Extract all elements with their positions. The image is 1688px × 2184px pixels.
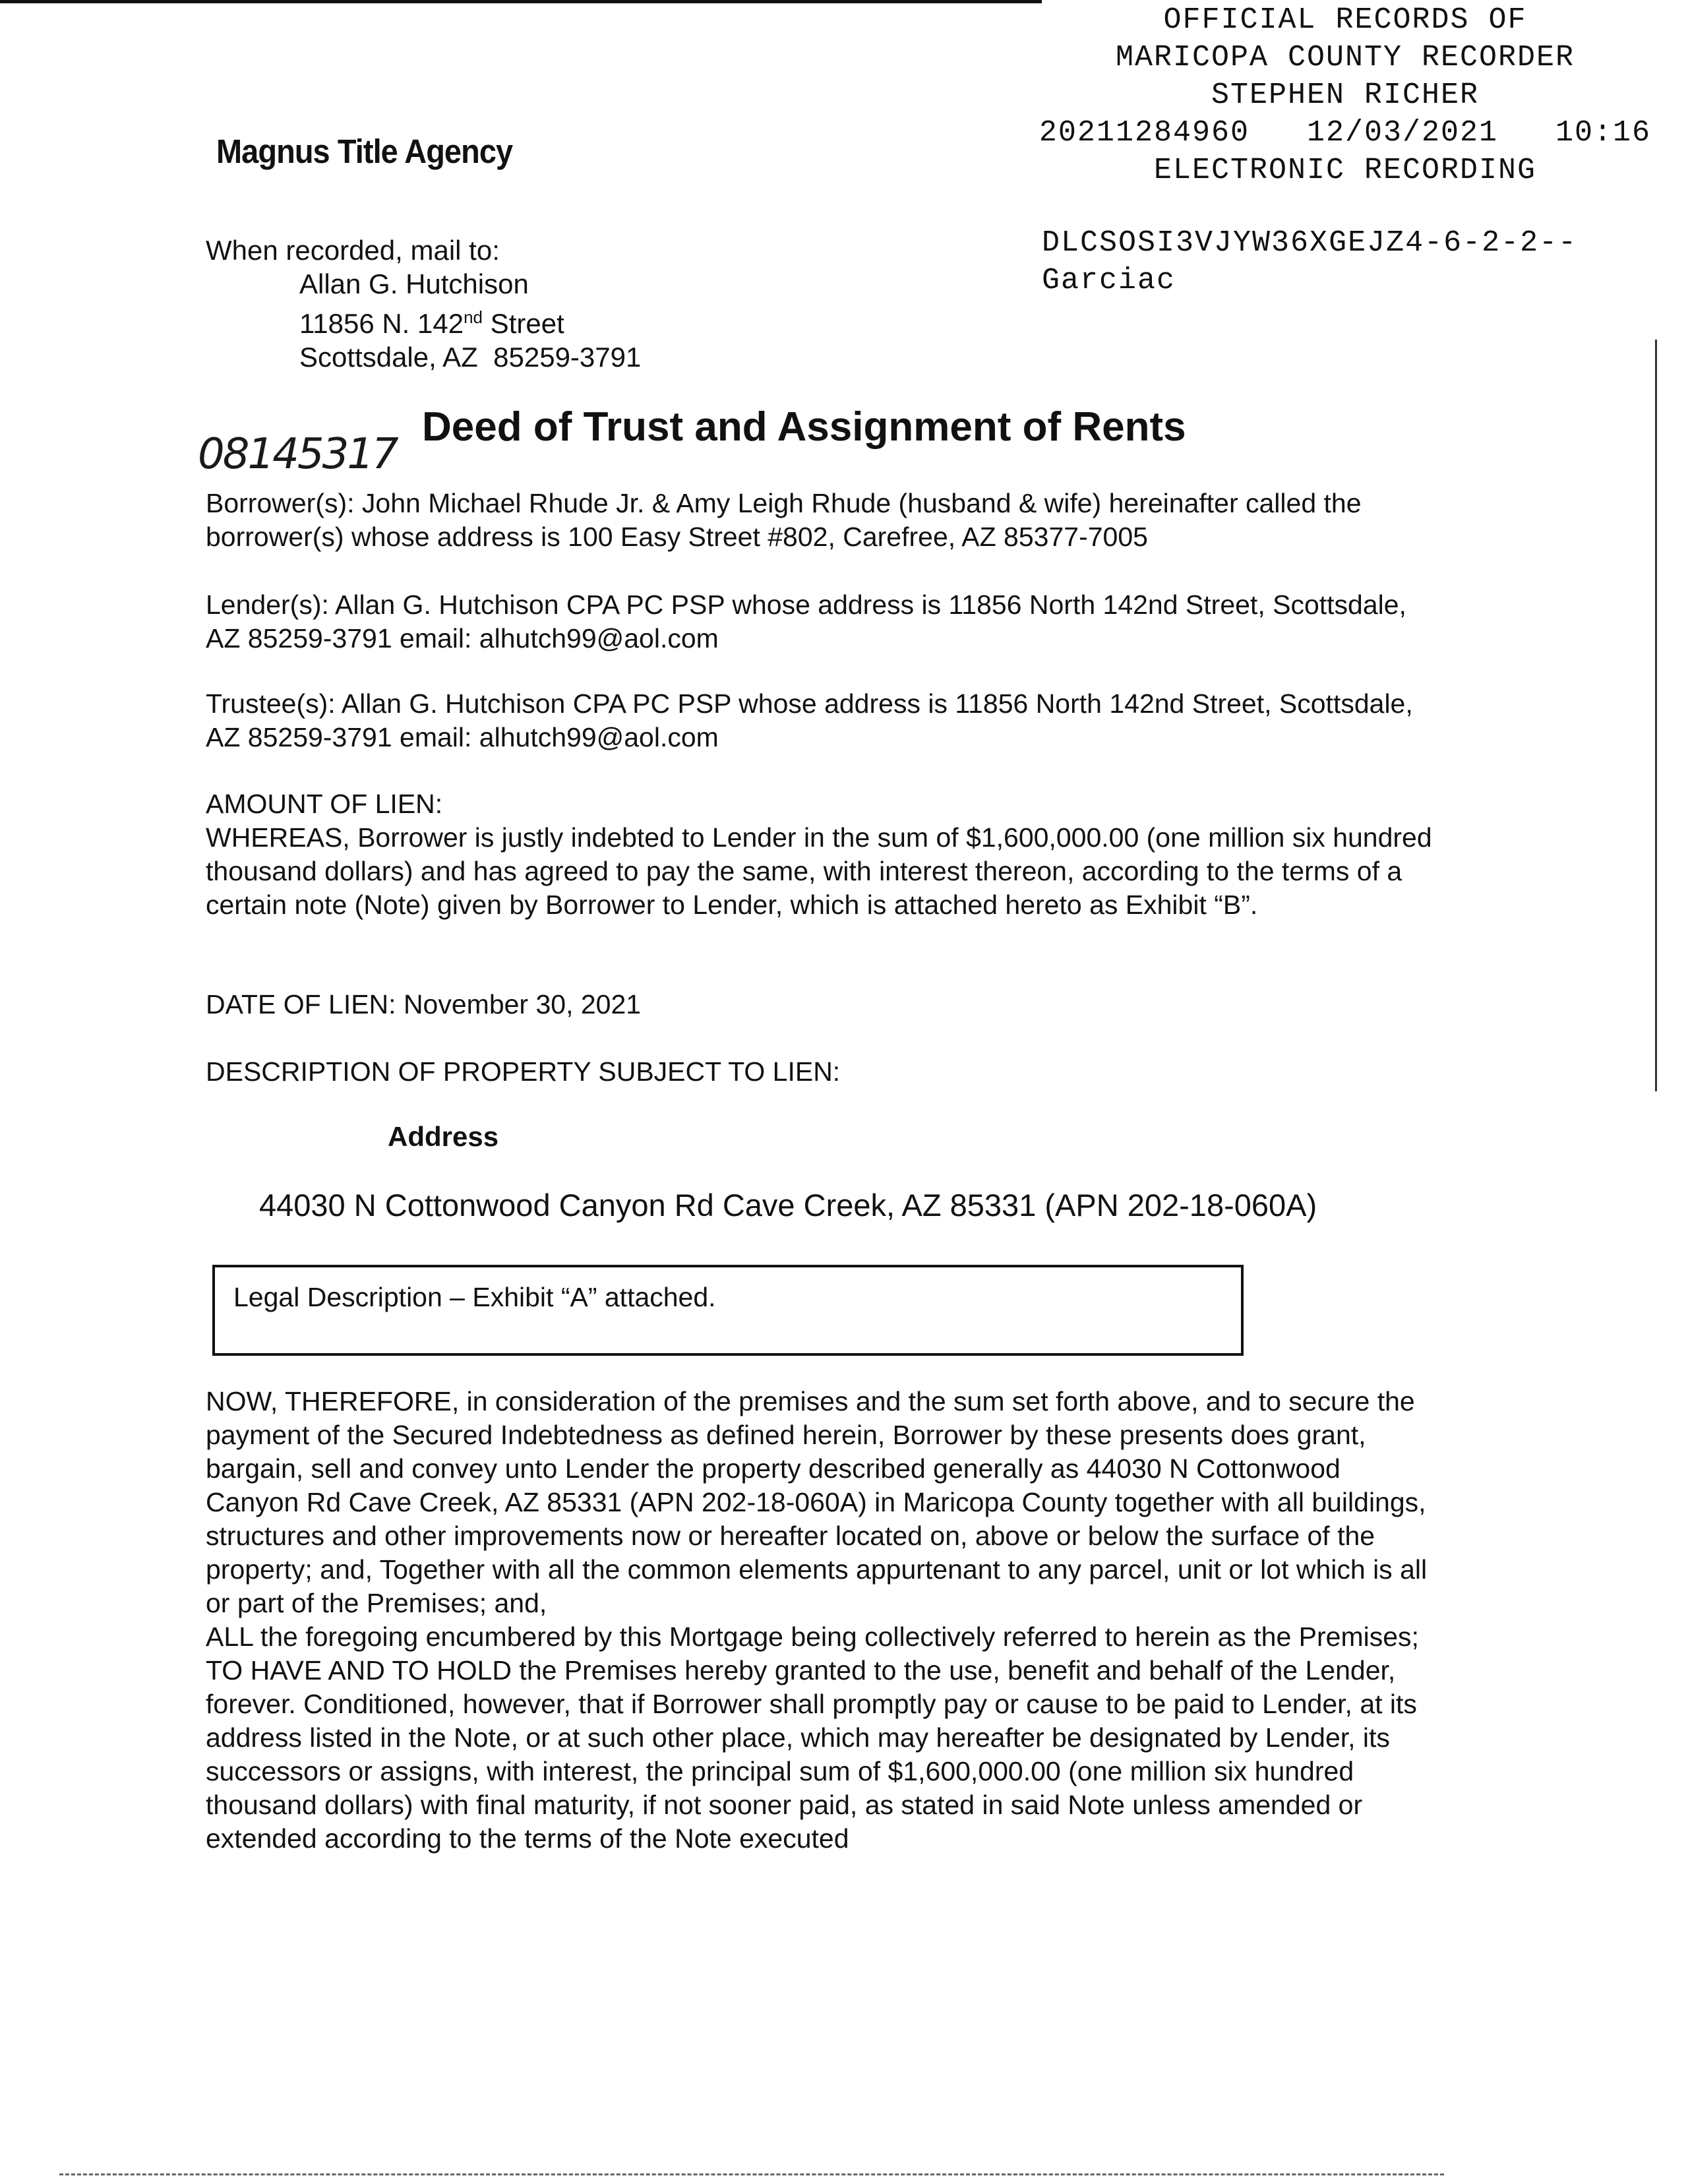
mail-to-label: When recorded, mail to:	[206, 235, 500, 266]
recorder-line: ELECTRONIC RECORDING	[1153, 154, 1537, 187]
handwritten-number: 08145317	[198, 430, 397, 479]
recorder-line: MARICOPA COUNTY RECORDER	[1115, 41, 1575, 75]
borrower-paragraph: Borrower(s): John Michael Rhude Jr. & Amy Leigh Rhude (husband & wife) hereinafter called the borrower(s) whose address is 100 Easy Street #802, Carefree, AZ 85377-7005	[206, 488, 1362, 552]
amount-paragraph: WHEREAS, Borrower is justly indebted to Lender in the sum of $1,600,000.00 (one million six hundred thousand dollars) and has agreed to pay the same, with interest thereon, according to the terms of a certain note (Note) given by Borrower to Lender, which is attached hereto as Exhibit “B”.	[206, 822, 1432, 920]
recorder-stamp	[1029, 1, 1662, 189]
recorder-line: STEPHEN RICHER	[1211, 78, 1480, 112]
mail-to-street: 11856 N. 142nd Street	[299, 307, 564, 339]
amount-heading: AMOUNT OF LIEN:	[206, 789, 443, 819]
mail-to-block	[206, 233, 641, 374]
property-heading: DESCRIPTION OF PROPERTY SUBJECT TO LIEN:	[206, 1056, 841, 1087]
agency-name: Magnus Title Agency	[216, 133, 513, 170]
date-of-lien: DATE OF LIEN: November 30, 2021	[206, 989, 642, 1019]
address-heading: Address	[388, 1121, 499, 1152]
mail-to-city: Scottsdale, AZ 85259-3791	[299, 342, 642, 373]
recording-number-date-time: 20211284960 12/03/2021 10:16	[1039, 116, 1652, 150]
recorder-line: OFFICIAL RECORDS OF	[1163, 3, 1527, 37]
trustee-paragraph: Trustee(s): Allan G. Hutchison CPA PC PSP whose address is 11856 North 142nd Street, Scottsdale, AZ 85259-3791 email: alhutch99@aol.com	[206, 688, 1413, 752]
mail-to-name: Allan G. Hutchison	[299, 268, 529, 299]
legal-description: Legal Description – Exhibit “A” attached.	[233, 1282, 716, 1312]
top-border-line	[0, 0, 1042, 3]
lender-paragraph: Lender(s): Allan G. Hutchison CPA PC PSP whose address is 11856 North 142nd Street, Scottsdale, AZ 85259-3791 email: alhutch99@aol.com	[206, 590, 1406, 653]
clerk-name: Garciac	[1042, 264, 1176, 297]
document-code	[1042, 224, 1577, 299]
property-address: 44030 N Cottonwood Canyon Rd Cave Creek, AZ 85331 (APN 202-18-060A)	[259, 1188, 1317, 1223]
scan-edge-mark	[1655, 340, 1657, 1091]
document-title: Deed of Trust and Assignment of Rents	[422, 404, 1186, 450]
conveyance-paragraph: NOW, THEREFORE, in consideration of the premises and the sum set forth above, and to secure the payment of the Secured Indebtedness as defined herein, Borrower by these presents does grant, bargain, sell and convey unto Lender the property described generally as 44030 N Cottonwood Canyon Rd Cave Creek, AZ 85331 (APN 202-18-060A) in Maricopa County together with all buildings, structures and other improvements now or hereafter located on, above or below the surface of the property; and, Together with all the common elements appurtenant to any parcel, unit or lot which is all or part of the Premises; and, ALL the foregoing encumbered by this Mortgage being collectively referred to herein as the Premises; TO HAVE AND TO HOLD the Premises hereby granted to the use, benefit and behalf of the Lender, forever. Conditioned, however, that if Borrower shall promptly pay or cause to be paid to Lender, at its address listed in the Note, or at such other place, which may hereafter be designated by Lender, its successors or assigns, with interest, the principal sum of $1,600,000.00 (one million six hundred thousand dollars) with final maturity, if not sooner paid, as stated in said Note unless amended or extended according to the terms of the Note executed	[206, 1386, 1428, 1854]
bottom-scan-line	[59, 2173, 1444, 2175]
document-code-line: DLCSOSI3VJYW36XGEJZ4-6-2-2--	[1042, 226, 1578, 260]
